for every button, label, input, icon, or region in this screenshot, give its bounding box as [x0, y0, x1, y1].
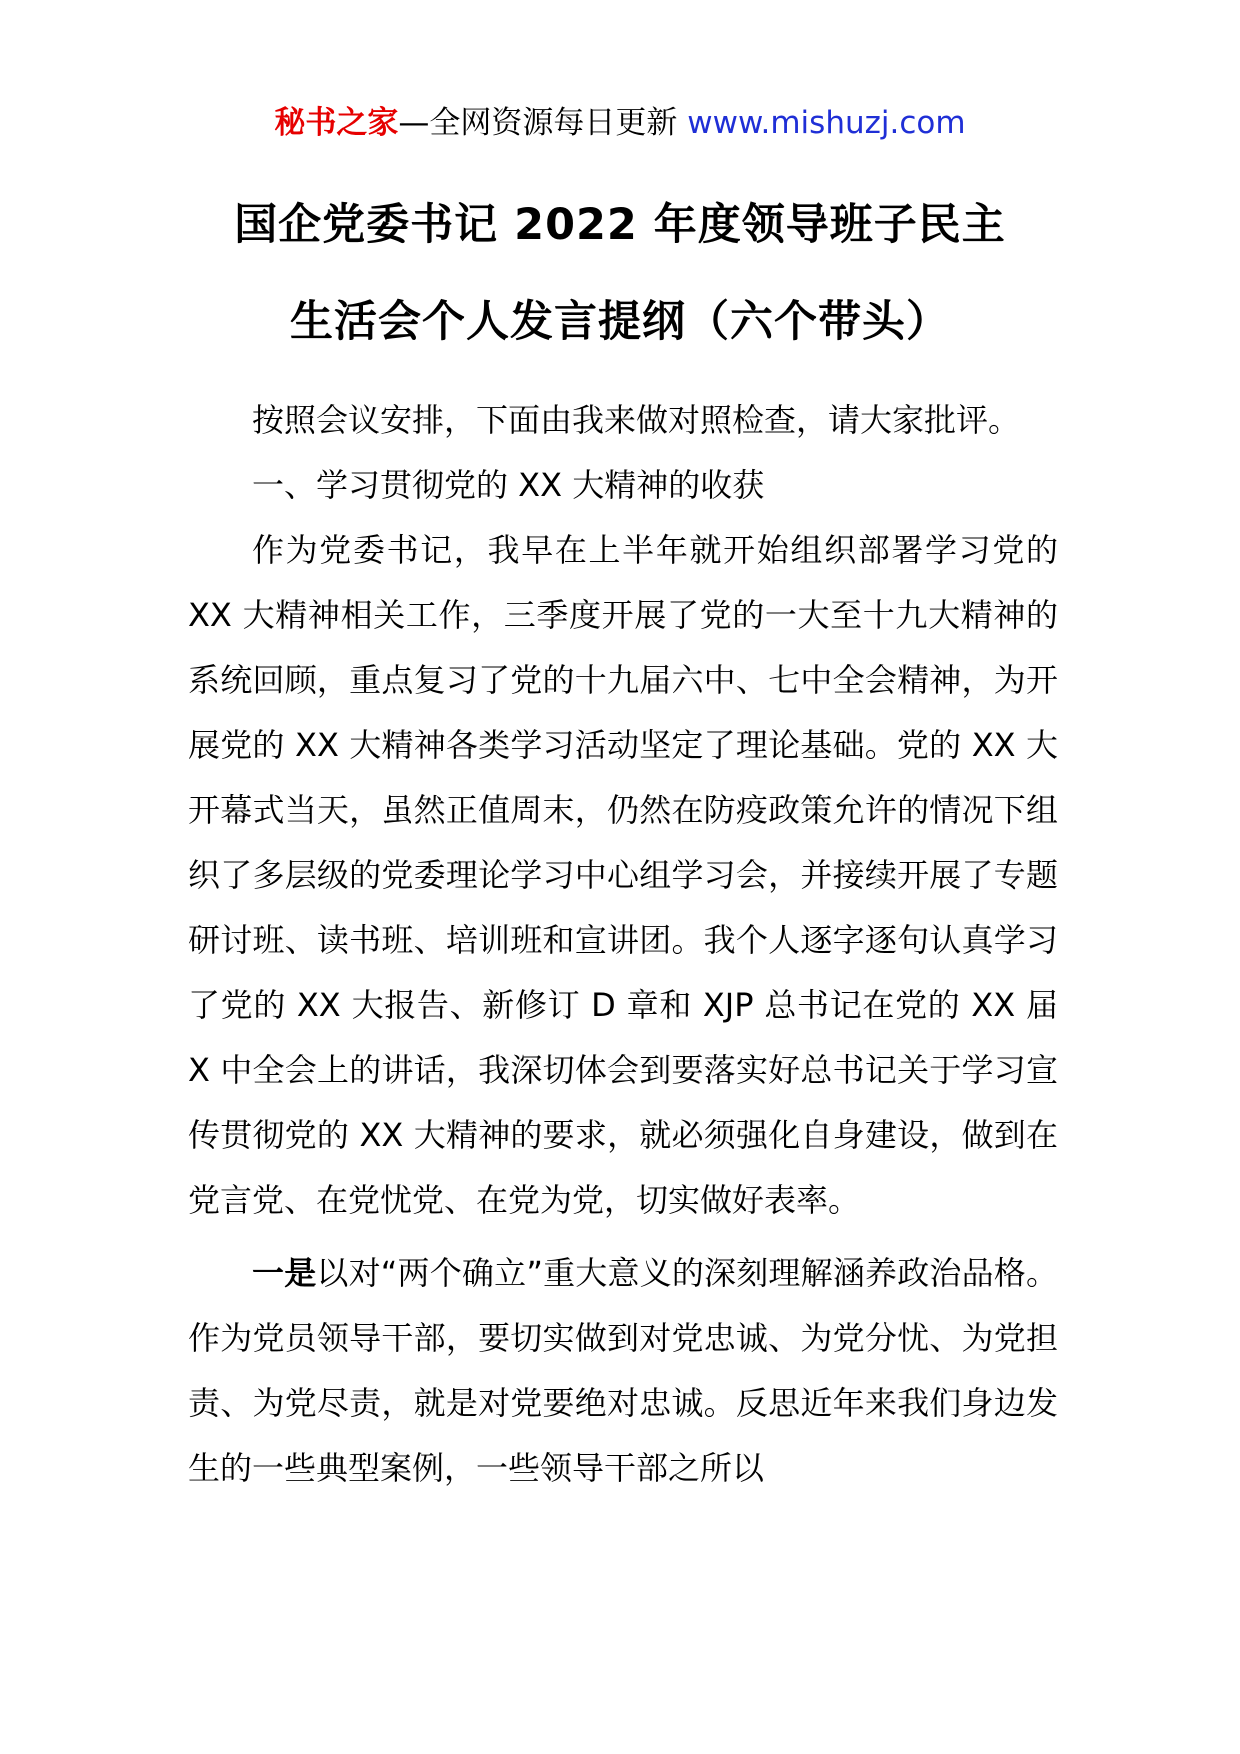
header-tagline: —全网资源每日更新 [398, 105, 688, 141]
section-heading-1: 一、学习贯彻党的 XX 大精神的收获 [252, 466, 765, 504]
brand-name: 秘书之家 [274, 105, 399, 141]
point-one-lead: 一是 [252, 1254, 317, 1292]
document-title-line-2: 生活会个人发言提纲（六个带头） [290, 297, 950, 347]
paragraph-point-one [188, 1241, 1058, 1501]
site-url-link[interactable]: www.mishuzj.com [687, 105, 966, 141]
document-body [188, 388, 1058, 1501]
point-one-text: 以对“两个确立”重大意义的深刻理解涵养政治品格。作为党员领导干部，要切实做到对党忠诚、为党分忧、为党担责、为党尽责，就是对党要绝对忠诚。反思近年来我们身边发生的一些典型案例，一些领导干部之所以 [188, 1254, 1058, 1487]
paragraph-study-summary: 作为党委书记，我早在上半年就开始组织部署学习党的 XX 大精神相关工作，三季度开展了党的一大至十九大精神的系统回顾，重点复习了党的十九届六中、七中全会精神，为开展党的 XX 大精神各类学习活动坚定了理论基础。党的 XX 大开幕式当天，虽然正值周末，仍然在防疫政策允许的情况下组织了多层级的党委理论学习中心组学习会，并接续开展了专题研讨班、读书班、培训班和宣讲团。我个人逐字逐句认真学习了党的 XX 大报告、新修订 D 章和 XJP 总书记在党的 XX 届 X 中全会上的讲话，我深切体会到要落实好总书记关于学习宣传贯彻党的 XX 大精神的要求，就必须强化自身建设，做到在党言党、在党忧党、在党为党，切实做好表率。 [188, 531, 1058, 1219]
paragraph-intro: 按照会议安排，下面由我来做对照检查，请大家批评。 [252, 401, 1021, 439]
document-title-line-1: 国企党委书记 2022 年度领导班子民主 [234, 200, 1006, 250]
site-header [0, 100, 1240, 146]
